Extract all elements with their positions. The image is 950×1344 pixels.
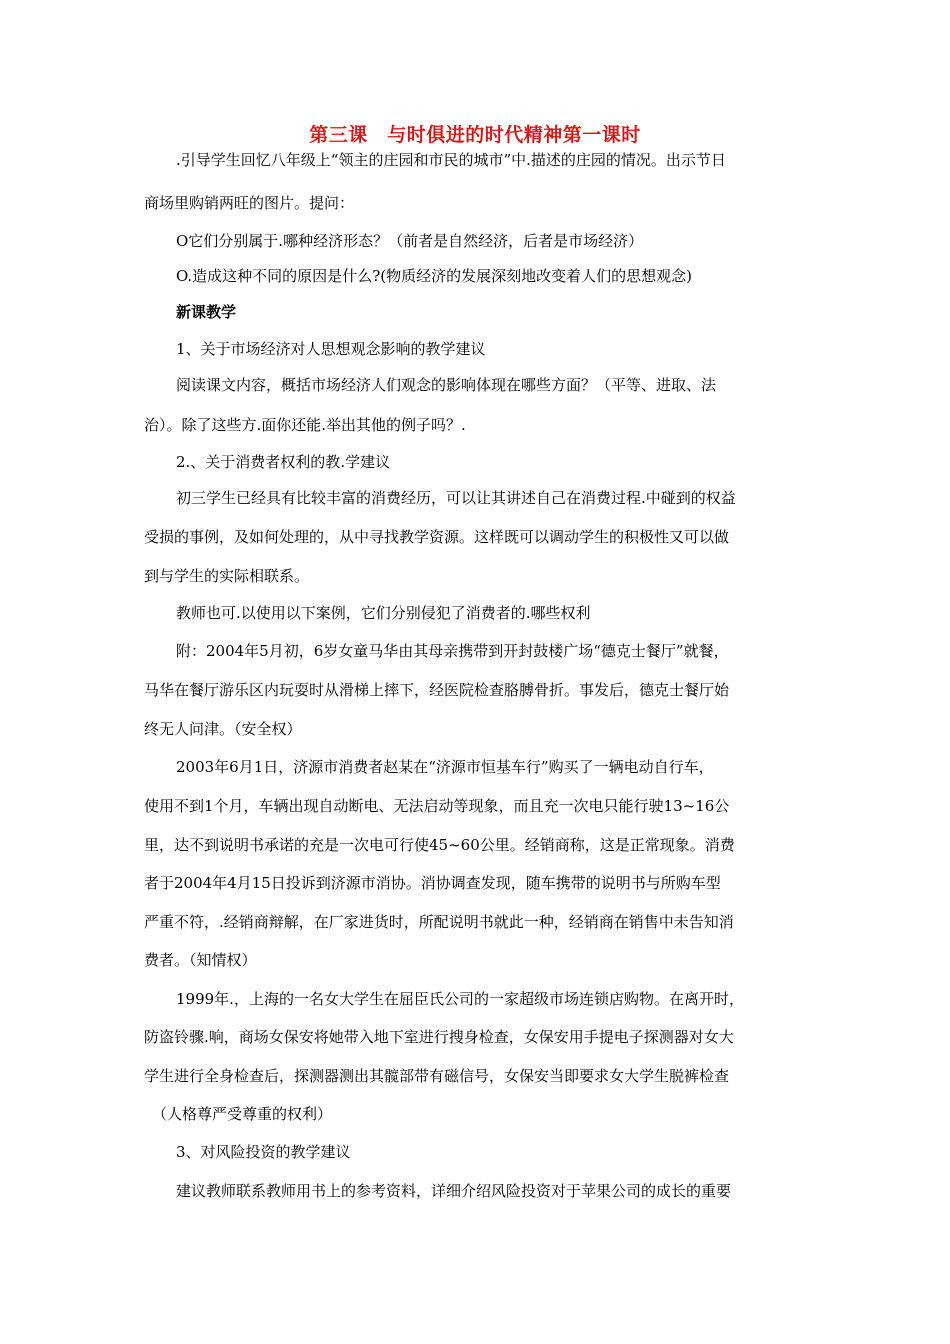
text-line: O它们分别属于.哪种经济形态？（前者是自然经济，后者是市场经济） (176, 232, 644, 250)
text-line: .引导学生回忆八年级上“领主的庄园和市民的城市”中.描述的庄园的情况。出示节日 (176, 151, 726, 169)
text-line: 2003年6月1日，济源市消费者赵某在“济源市恒基车行”购买了一辆电动自行车， (176, 758, 714, 776)
text-line: 受损的事例，及如何处理的，从中寻找教学资源。这样既可以调动学生的积极性又可以做 (144, 528, 730, 546)
text-line: 3、对风险投资的教学建议 (176, 1143, 351, 1161)
text-line: 学生进行全身检查后，探测器测出其髋部带有磁信号，女保安当即要求女大学生脱裤检查 (144, 1067, 730, 1085)
text-line: 教师也可.以使用以下案例，它们分别侵犯了消费者的.哪些权利 (176, 604, 591, 622)
text-line: 使用不到1个月，车辆出现自动断电、无法启动等现象，而且充一次电只能行驶13~16公 (144, 797, 730, 815)
text-line: 附：2004年5月初，6岁女童马华由其母亲携带到开封鼓楼广场“德克士餐厅”就餐， (176, 642, 729, 660)
section-heading: 新课教学 (176, 303, 237, 321)
text-line: 2.、关于消费者权利的教.学建议 (176, 453, 391, 471)
text-line: 阅读课文内容，概括市场经济人们观念的影响体现在哪些方面？（平等、进取、法 (176, 376, 717, 394)
text-line: 初三学生已经具有比较丰富的消费经历，可以让其讲述自己在消费过程.中碰到的权益 (176, 489, 736, 507)
text-line: 马华在餐厅游乐区内玩耍时从滑梯上摔下，经医院检查胳膊骨折。事发后，德克士餐厅始 (144, 681, 730, 699)
text-line: 里，达不到说明书承诺的充是一次电可行使45~60公里。经销商称，这是正常现象。消费 (144, 836, 735, 854)
text-line: 1、关于市场经济对人思想观念影响的教学建议 (176, 340, 486, 358)
text-line: 费者。（知情权） (144, 951, 257, 969)
text-line: 建议教师联系教师用书上的参考资料，详细介绍风险投资对于苹果公司的成长的重要 (176, 1182, 732, 1200)
text-line: 1999年.，上海的一名女大学生在屈臣氏公司的一家超级市场连锁店购物。在离开时， (176, 990, 744, 1008)
text-line: （人格尊严受尊重的权利） (152, 1105, 333, 1123)
text-line: 终无人问津。（安全权） (144, 720, 302, 738)
text-line: O.造成这种不同的原因是什么?(物质经济的发展深刻地改变着人们的思想观念) (176, 267, 692, 285)
text-line: 治）。除了这些方.面你还能.举出其他的例子吗？. (144, 416, 466, 434)
text-line: 到与学生的实际相联系。 (144, 567, 310, 585)
text-line: 严重不符，.经销商辩解，在厂家进货时，所配说明书就此一种，经销商在销售中未告知消 (144, 913, 734, 931)
text-line: 商场里购销两旺的图片。提问： (144, 194, 355, 212)
text-line: 防盗铃骤.响，商场女保安将她带入地下室进行搜身检查，女保安用手提电子探测器对女大 (144, 1028, 734, 1046)
text-line: 者于2004年4月15日投诉到济源市消协。消协调查发现，随车携带的说明书与所购车型 (144, 874, 721, 892)
document-title: 第三课 与时俱进的时代精神第一课时 (309, 124, 641, 146)
